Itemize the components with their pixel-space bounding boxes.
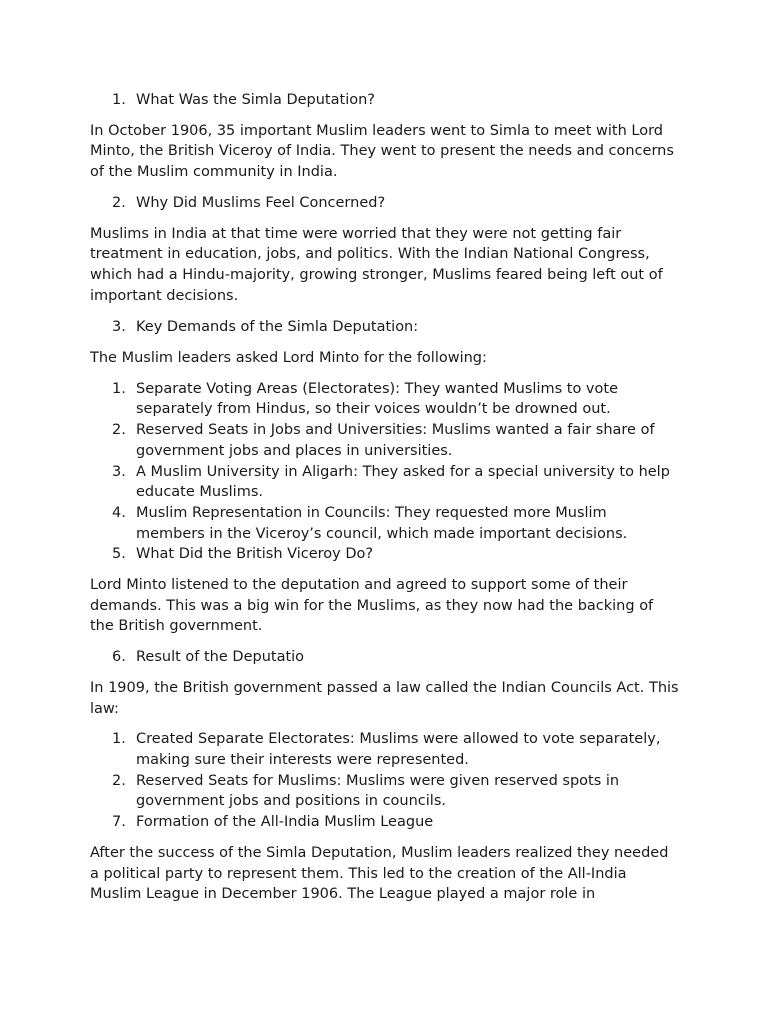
paragraph: Muslims in India at that time were worried that they were not getting fair treatment in education, jobs, and politics. With the Indian National Congress, which had a Hindu-majority, growing stronger, Muslims feared being left out of important decisions.	[90, 225, 663, 304]
section-heading	[112, 193, 680, 214]
list-item-text: Reserved Seats in Jobs and Universities: Muslims wanted a fair share of government jobs and places in universities.	[136, 422, 655, 459]
paragraph: In October 1906, 35 important Muslim leaders went to Simla to meet with Lord Minto, the British Viceroy of India. They went to present the needs and concerns of the Muslim community in India.	[90, 122, 674, 181]
list-number: 6.	[112, 649, 126, 666]
list-number: 5.	[112, 546, 126, 563]
list-number: 1.	[112, 380, 126, 397]
list-item-text: Formation of the All-India Muslim League	[136, 814, 434, 831]
document-page	[90, 90, 680, 905]
list-item	[112, 420, 680, 461]
list-number: 2.	[112, 422, 126, 439]
heading-text: What Was the Simla Deputation?	[136, 92, 375, 108]
list-number: 1.	[112, 731, 126, 748]
list-number: 3.	[112, 319, 126, 336]
list-number: 1.	[112, 92, 126, 108]
section-heading	[112, 317, 680, 338]
list-item	[112, 771, 680, 812]
list-item	[112, 503, 680, 544]
list-number: 7.	[112, 814, 126, 831]
list-item	[112, 379, 680, 420]
list-item	[112, 812, 680, 833]
list-number: 3.	[112, 463, 126, 480]
list-item-text: Created Separate Electorates: Muslims were allowed to vote separately, making sure their interests were represented.	[136, 731, 661, 768]
demands-list	[90, 379, 680, 565]
list-number: 4.	[112, 504, 126, 521]
section-heading	[112, 647, 680, 668]
list-item	[112, 462, 680, 503]
list-item-text: Muslim Representation in Councils: They requested more Muslim members in the Viceroy’s council, which made important decisions.	[136, 504, 628, 542]
paragraph: In 1909, the British government passed a law called the Indian Councils Act. This law:	[90, 679, 679, 717]
heading-text: Result of the Deputatio	[136, 649, 305, 666]
list-item-text: Reserved Seats for Muslims: Muslims were given reserved spots in government jobs and positions in councils.	[136, 772, 620, 810]
list-item	[112, 729, 680, 770]
paragraph: The Muslim leaders asked Lord Minto for the following:	[90, 350, 487, 367]
section-heading	[112, 90, 680, 111]
act-list	[90, 729, 680, 833]
list-number: 2.	[112, 772, 126, 789]
list-number: 2.	[112, 194, 126, 211]
list-item-text: A Muslim University in Aligarh: They asked for a special university to help educate Muslims.	[136, 463, 670, 501]
heading-text: Key Demands of the Simla Deputation:	[136, 319, 419, 336]
list-item-text: What Did the British Viceroy Do?	[136, 546, 374, 563]
list-item-text: Separate Voting Areas (Electorates): They wanted Muslims to vote separately from Hindus, so their voices wouldn’t be drowned out.	[136, 380, 618, 418]
paragraph: Lord Minto listened to the deputation and agreed to support some of their demands. This was a big win for the Muslims, as they now had the backing of the British government.	[90, 577, 654, 635]
paragraph: After the success of the Simla Deputation, Muslim leaders realized they needed a political party to represent them. This led to the creation of the All-India Muslim League in December 1906. The League played a major role in	[90, 844, 669, 903]
heading-text: Why Did Muslims Feel Concerned?	[136, 194, 386, 211]
list-item	[112, 544, 680, 565]
